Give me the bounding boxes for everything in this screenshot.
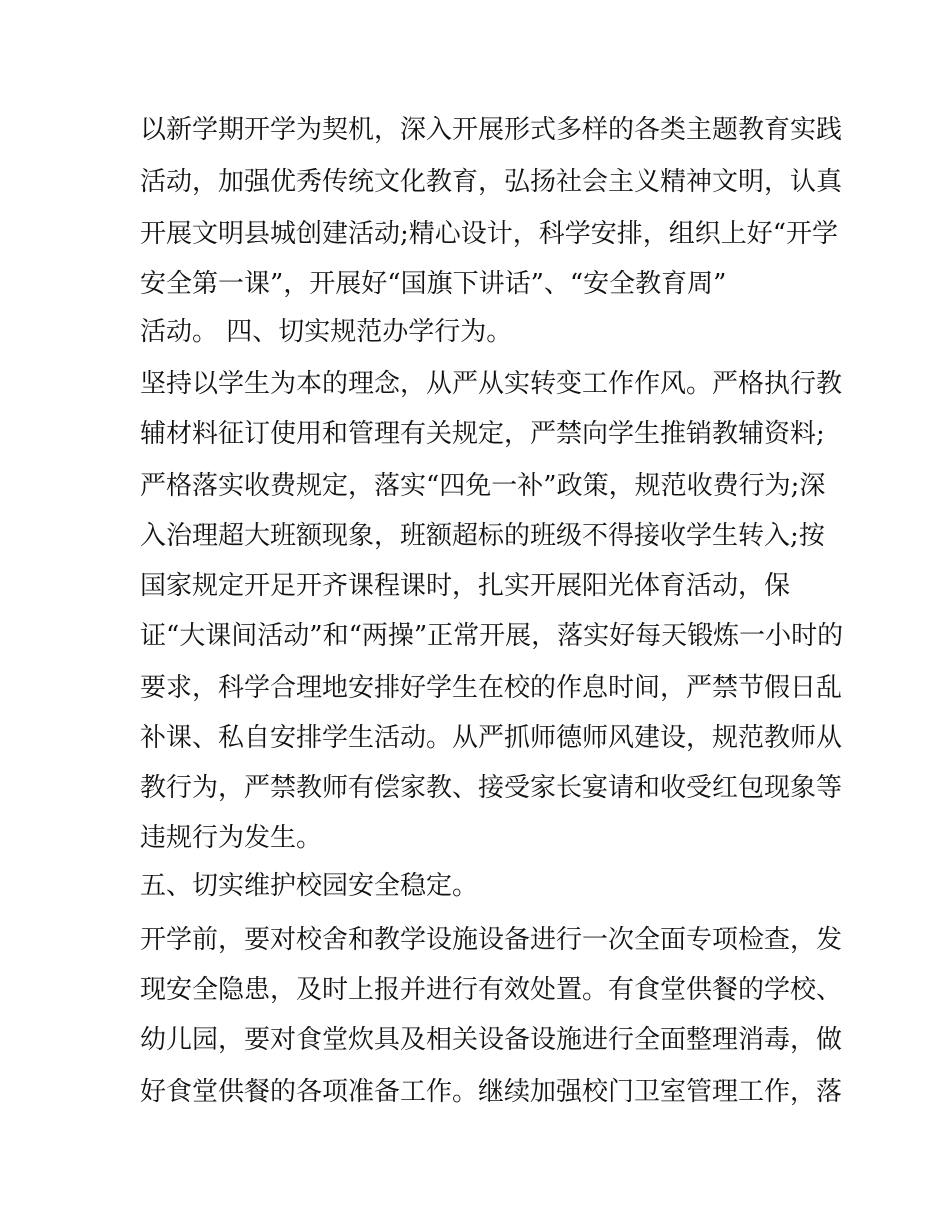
text-line: 现安全隐患，及时上报并进行有效处置。有食堂供餐的学校、 xyxy=(140,975,843,1005)
text-line: 教行为，严禁教师有偿家教、接受家长宴请和收受红包现象等 xyxy=(140,773,843,803)
text-line: 严格落实收费规定，落实“四免一补”政策，规范收费行为;深 xyxy=(140,471,826,501)
text-line: 补课、私自安排学生活动。从严抓师德师风建设，规范教师从 xyxy=(140,723,843,753)
text-line: 好食堂供餐的各项准备工作。继续加强校门卫室管理工作，落 xyxy=(140,1077,843,1107)
text-line: 活动。 四、切实规范办学行为。 xyxy=(140,317,513,347)
text-line: 活动，加强优秀传统文化教育，弘扬社会主义精神文明，认真 xyxy=(140,167,843,197)
text-line: 幼儿园，要对食堂炊具及相关设备设施进行全面整理消毒，做 xyxy=(140,1025,843,1055)
text-line: 开学前，要对校舍和教学设施设备进行一次全面专项检查，发 xyxy=(140,925,843,955)
text-line: 安全第一课”，开展好“国旗下讲话”、“安全教育周” xyxy=(140,269,727,299)
text-line: 要求，科学合理地安排好学生在校的作息时间，严禁节假日乱 xyxy=(140,673,843,703)
text-line: 以新学期开学为契机，深入开展形式多样的各类主题教育实践 xyxy=(140,115,843,145)
text-line: 证“大课间活动”和“两操”正常开展，落实好每天锻炼一小时的 xyxy=(140,621,844,651)
text-line: 辅材料征订使用和管理有关规定，严禁向学生推销教辅资料; xyxy=(140,419,825,449)
text-line: 开展文明县城创建活动;精心设计，科学安排，组织上好“开学 xyxy=(140,219,839,249)
text-line: 违规行为发生。 xyxy=(140,823,323,853)
text-line: 坚持以学生为本的理念，从严从实转变工作作风。严格执行教 xyxy=(140,369,843,399)
text-line: 国家规定开足开齐课程课时，扎实开展阳光体育活动，保 xyxy=(140,571,791,601)
text-line: 入治理超大班额现象，班额超标的班级不得接收学生转入;按 xyxy=(140,521,825,551)
section-heading: 五、切实维护校园安全稳定。 xyxy=(140,871,479,901)
